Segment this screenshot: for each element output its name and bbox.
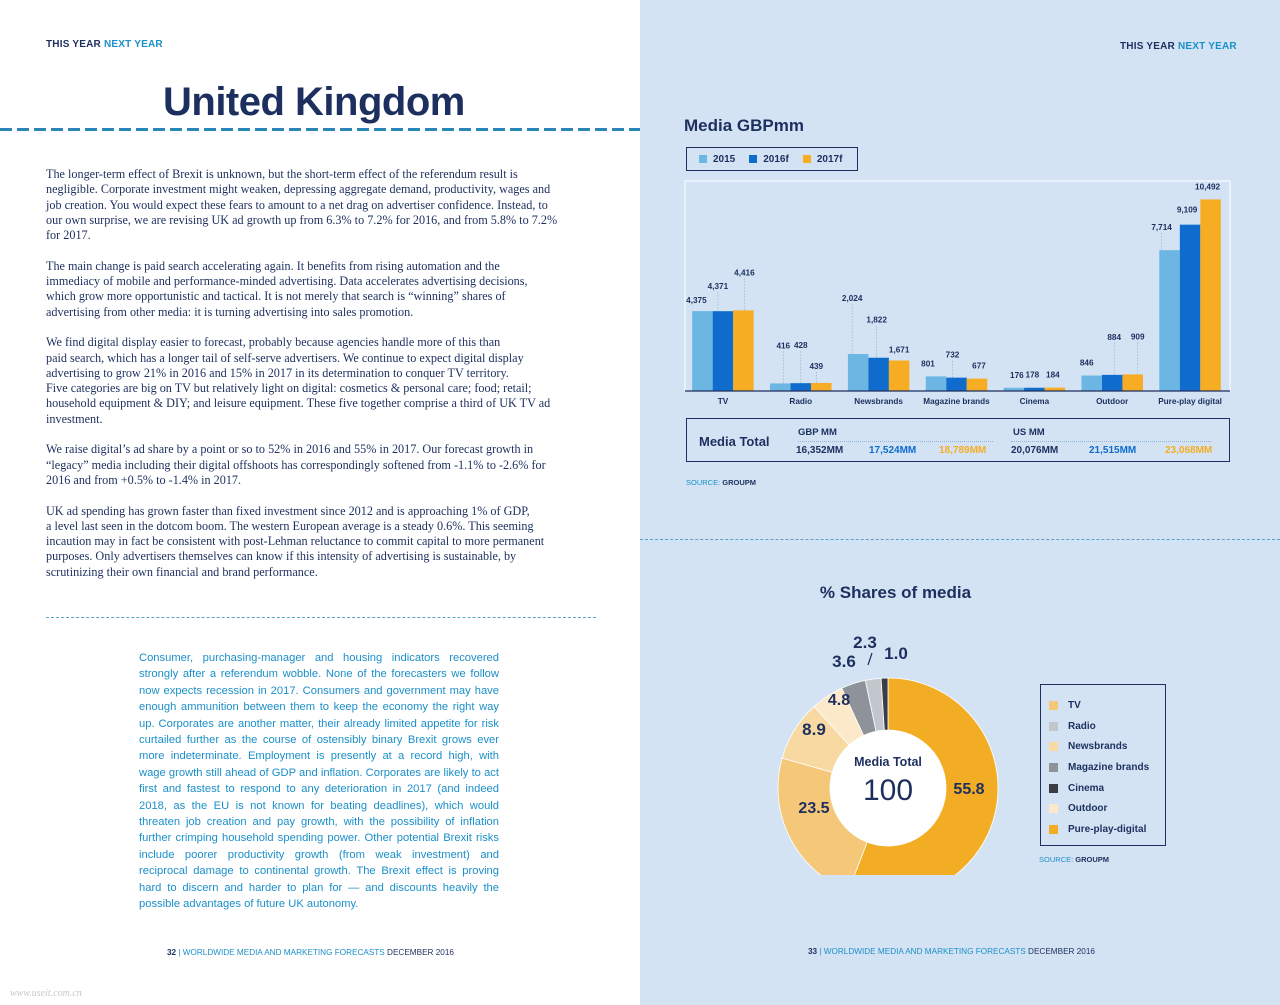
right-divider — [640, 539, 1280, 540]
data-label: 4,371 — [707, 282, 729, 292]
data-label: 184 — [1046, 370, 1060, 380]
source-label: SOURCE: — [1039, 855, 1076, 864]
paragraph: We find digital display easier to forecast, probably because agencies handle more of this than paid search, which has a longer tail of self-serve advertisers. We continue to expect digital display advertising to grow 21% in 2016 and 15% in 2017 in its determination to conquer TV territory. Five categories are big on TV but relatively light on digital: cosmetics & personal care; food; retail; household equipment & DIY; and leisure equipment. These five together comprise a third of UK TV ad investment. — [46, 335, 551, 426]
section-header — [46, 39, 163, 50]
bar-pure-play-digital-2015 — [1159, 250, 1180, 391]
data-label: 909 — [1130, 332, 1145, 342]
bar-newsbrands-2017f — [889, 360, 910, 391]
paragraph: UK ad spending has grown faster than fixed investment since 2012 and is approaching 1% of GDP, a level last seen in the dotcom boom. The western European average is a steady 0.6%. This seeming incaution may in fact be consistent with post-Lehman reluctance to commit capital to more permanent purposes. Only advertisers themselves can know if this intensity of advertising is sustainable, by scrutinizing their own financial and brand performance. — [46, 503, 545, 579]
legend-label: 2017f — [816, 153, 843, 165]
pull-quote: Consumer, purchasing-manager and housing indicators recovered strongly after a referendum wobble. None of the forecasters we follow now expects recession in 2017. Consumers and government may have enough ammunition between them to keep the economy the right way up. Corporates are another matter, their already limited appetite for risk curtailed further as the course of ostensibly binary Brexit grows ever more indeterminate. Employment is presently at a record high, with wage growth still ahead of GDP and inflation. Corporates are likely to act first and fastest to respond to any deterioration in 2017 (and indeed 2018, as the EU is not known for beating deadlines), which would threaten job creation and pay growth, with the possibility of inflation further crimping household spending power. Other potential Brexit risks include poorer productivity growth (from weak investment) and reciprocal damage to continental growth. The Brexit effect is proving hard to discern and harder to plan for — and discounts heavily the possible advantages of future UK autonomy. — [139, 652, 499, 911]
gbp-divider — [798, 441, 993, 442]
slice-label: 4.8 — [827, 692, 851, 709]
legend-swatch — [1049, 742, 1058, 751]
bar-outdoor-2016f — [1102, 375, 1123, 391]
legend-label: Cinema — [1068, 782, 1105, 794]
usd-header: US MM — [1013, 427, 1045, 438]
page-number: 33 — [808, 947, 818, 956]
media-total-label: Media Total — [699, 434, 770, 449]
next-year-label: NEXT YEAR — [1177, 41, 1237, 52]
legend-label: Outdoor — [1068, 803, 1108, 815]
data-label: 846 — [1079, 358, 1094, 368]
data-label: 439 — [809, 361, 824, 371]
legend-swatch — [1049, 804, 1058, 813]
pie-chart — [760, 625, 1020, 875]
publication-name: WORLDWIDE MEDIA AND MARKETING FORECASTS — [823, 947, 1026, 956]
category-label: Radio — [789, 397, 813, 406]
legend-label: Pure-play-digital — [1068, 823, 1147, 835]
slice-label: 3.6 — [832, 652, 856, 671]
bar-magazine-brands-2016f — [946, 378, 967, 391]
data-label: 416 — [776, 341, 791, 351]
source-name: GROUPM — [722, 478, 757, 487]
legend-item — [1049, 716, 1157, 737]
bar-tv-2017f — [733, 310, 754, 391]
bar-chart-title: Media GBPmm — [684, 116, 804, 135]
pie-chart-legend — [1040, 684, 1166, 846]
data-label: 4,375 — [686, 296, 707, 306]
gbp-2017: 18,789MM — [939, 445, 987, 456]
legend-swatch — [1049, 784, 1058, 793]
page-footer-left — [167, 948, 454, 957]
legend-item — [1049, 798, 1157, 819]
publication-name: WORLDWIDE MEDIA AND MARKETING FORECASTS — [182, 948, 385, 957]
bar-magazine-brands-2017f — [967, 379, 988, 391]
legend-item — [1049, 819, 1157, 840]
data-label: 9,109 — [1176, 205, 1198, 215]
media-total-box — [686, 418, 1230, 462]
paragraph: The longer-term effect of Brexit is unknown, but the short-term effect of the referendum result is negligible. Corporate investment might weaken, depressing aggregate demand, productivity, wages and job creation. You would expect these fears to amount to a net drag on advertiser confidence. Instead, to our own surprise, we are revising UK ad growth up from 6.3% to 7.2% for 2016, and from 5.8% to 7.2% for 2017. — [46, 167, 558, 243]
data-label: 178 — [1025, 370, 1040, 380]
page-number: 32 — [167, 948, 177, 957]
legend-label: Radio — [1068, 720, 1096, 732]
legend-item — [1049, 757, 1157, 778]
legend-label: 2015 — [713, 153, 736, 165]
legend-label: TV — [1068, 699, 1081, 711]
legend-item — [1049, 695, 1157, 716]
title-divider — [0, 128, 640, 131]
publication-date: DECEMBER 2016 — [384, 948, 454, 957]
category-label: Outdoor — [1096, 397, 1129, 406]
section-divider — [46, 617, 596, 618]
legend-swatch — [1049, 825, 1058, 834]
bar-chart-source — [686, 478, 756, 487]
category-label: Newsbrands — [854, 397, 903, 406]
legend-label: 2016f — [763, 153, 789, 165]
slice-label: 8.9 — [802, 720, 826, 739]
data-label: 428 — [793, 341, 808, 351]
bar-tv-2015 — [692, 311, 713, 391]
page-footer-right — [808, 947, 1095, 956]
data-label: 2,024 — [841, 294, 863, 304]
pie-chart-source — [1039, 855, 1109, 864]
legend-label: Magazine brands — [1068, 761, 1150, 773]
gbp-2015: 16,352MM — [796, 445, 844, 456]
pie-chart-title: % Shares of media — [819, 583, 972, 602]
bar-outdoor-2015 — [1081, 376, 1102, 391]
footer-separator: | — [817, 947, 824, 956]
data-label: 732 — [945, 350, 960, 360]
data-label: 1,671 — [888, 345, 910, 355]
slice-label: 1.0 — [884, 644, 908, 663]
source-name: GROUPM — [1075, 855, 1110, 864]
bar-radio-2017f — [811, 383, 832, 391]
usd-2015: 20,076MM — [1011, 445, 1059, 456]
data-label: 801 — [921, 359, 935, 369]
bar-pure-play-digital-2016f — [1180, 225, 1201, 391]
bar-magazine-brands-2015 — [926, 376, 947, 391]
usd-2016: 21,515MM — [1089, 445, 1137, 456]
data-label: 884 — [1107, 332, 1122, 342]
category-label: Magazine brands — [923, 397, 990, 406]
category-label: Cinema — [1019, 397, 1050, 406]
page-title: United Kingdom — [163, 80, 465, 124]
legend-item — [1049, 778, 1157, 799]
usd-divider — [1011, 441, 1211, 442]
label-leader — [868, 653, 872, 665]
data-label: 10,492 — [1195, 182, 1221, 192]
category-label: Pure-play digital — [1158, 397, 1222, 406]
bar-newsbrands-2015 — [848, 354, 869, 391]
gbp-2016: 17,524MM — [869, 445, 917, 456]
legend-item — [1049, 736, 1157, 757]
category-label: TV — [717, 397, 729, 406]
source-label: SOURCE: — [686, 478, 723, 487]
publication-date: DECEMBER 2016 — [1025, 947, 1095, 956]
watermark: www.useit.com.cn — [10, 988, 82, 999]
legend-label: Newsbrands — [1068, 741, 1128, 753]
slice-label: 23.5 — [798, 800, 830, 817]
slice-label: 2.3 — [853, 633, 877, 652]
bar-outdoor-2017f — [1122, 374, 1143, 391]
bar-tv-2016f — [713, 311, 734, 391]
next-year-label: NEXT YEAR — [103, 39, 163, 50]
usd-2017: 23,068MM — [1165, 445, 1213, 456]
center-value: 100 — [862, 774, 914, 807]
bar-pure-play-digital-2017f — [1200, 199, 1221, 391]
legend-swatch — [1049, 722, 1058, 731]
bar-radio-2016f — [791, 383, 812, 391]
center-label: Media Total — [854, 755, 922, 769]
paragraph: The main change is paid search accelerating again. It benefits from rising automation and the immediacy of mobile and performance-minded advertising. Data accelerates advertising decisions, which grow more opportunistic and tactical. It is not merely that search is “winning” shares of advertising from other media: it is turning advertising into sales promotion. — [46, 258, 528, 319]
gbp-header: GBP MM — [798, 427, 837, 438]
data-label: 677 — [972, 361, 986, 371]
this-year-label: THIS YEAR — [1120, 41, 1175, 52]
data-label: 4,416 — [734, 268, 755, 278]
data-label: 1,822 — [866, 315, 887, 325]
paragraph: We raise digital’s ad share by a point or so to 52% in 2016 and 55% in 2017. Our forecast growth in “legacy” media including their digital offshoots has correspondingly softened from -1.1% to -2.6% for 2016 and from +0.5% to -1.4% in 2017. — [46, 442, 546, 487]
footer-separator: | — [176, 948, 183, 957]
bar-radio-2015 — [770, 383, 791, 391]
this-year-label: THIS YEAR — [46, 39, 101, 50]
data-label: 176 — [1010, 370, 1024, 380]
article-body — [46, 167, 598, 595]
bar-newsbrands-2016f — [868, 358, 889, 391]
bar-chart — [640, 0, 1280, 420]
legend-swatch — [1049, 701, 1058, 710]
slice-label: 55.8 — [953, 781, 985, 798]
legend-swatch — [1049, 763, 1058, 772]
data-label: 7,714 — [1151, 223, 1172, 233]
